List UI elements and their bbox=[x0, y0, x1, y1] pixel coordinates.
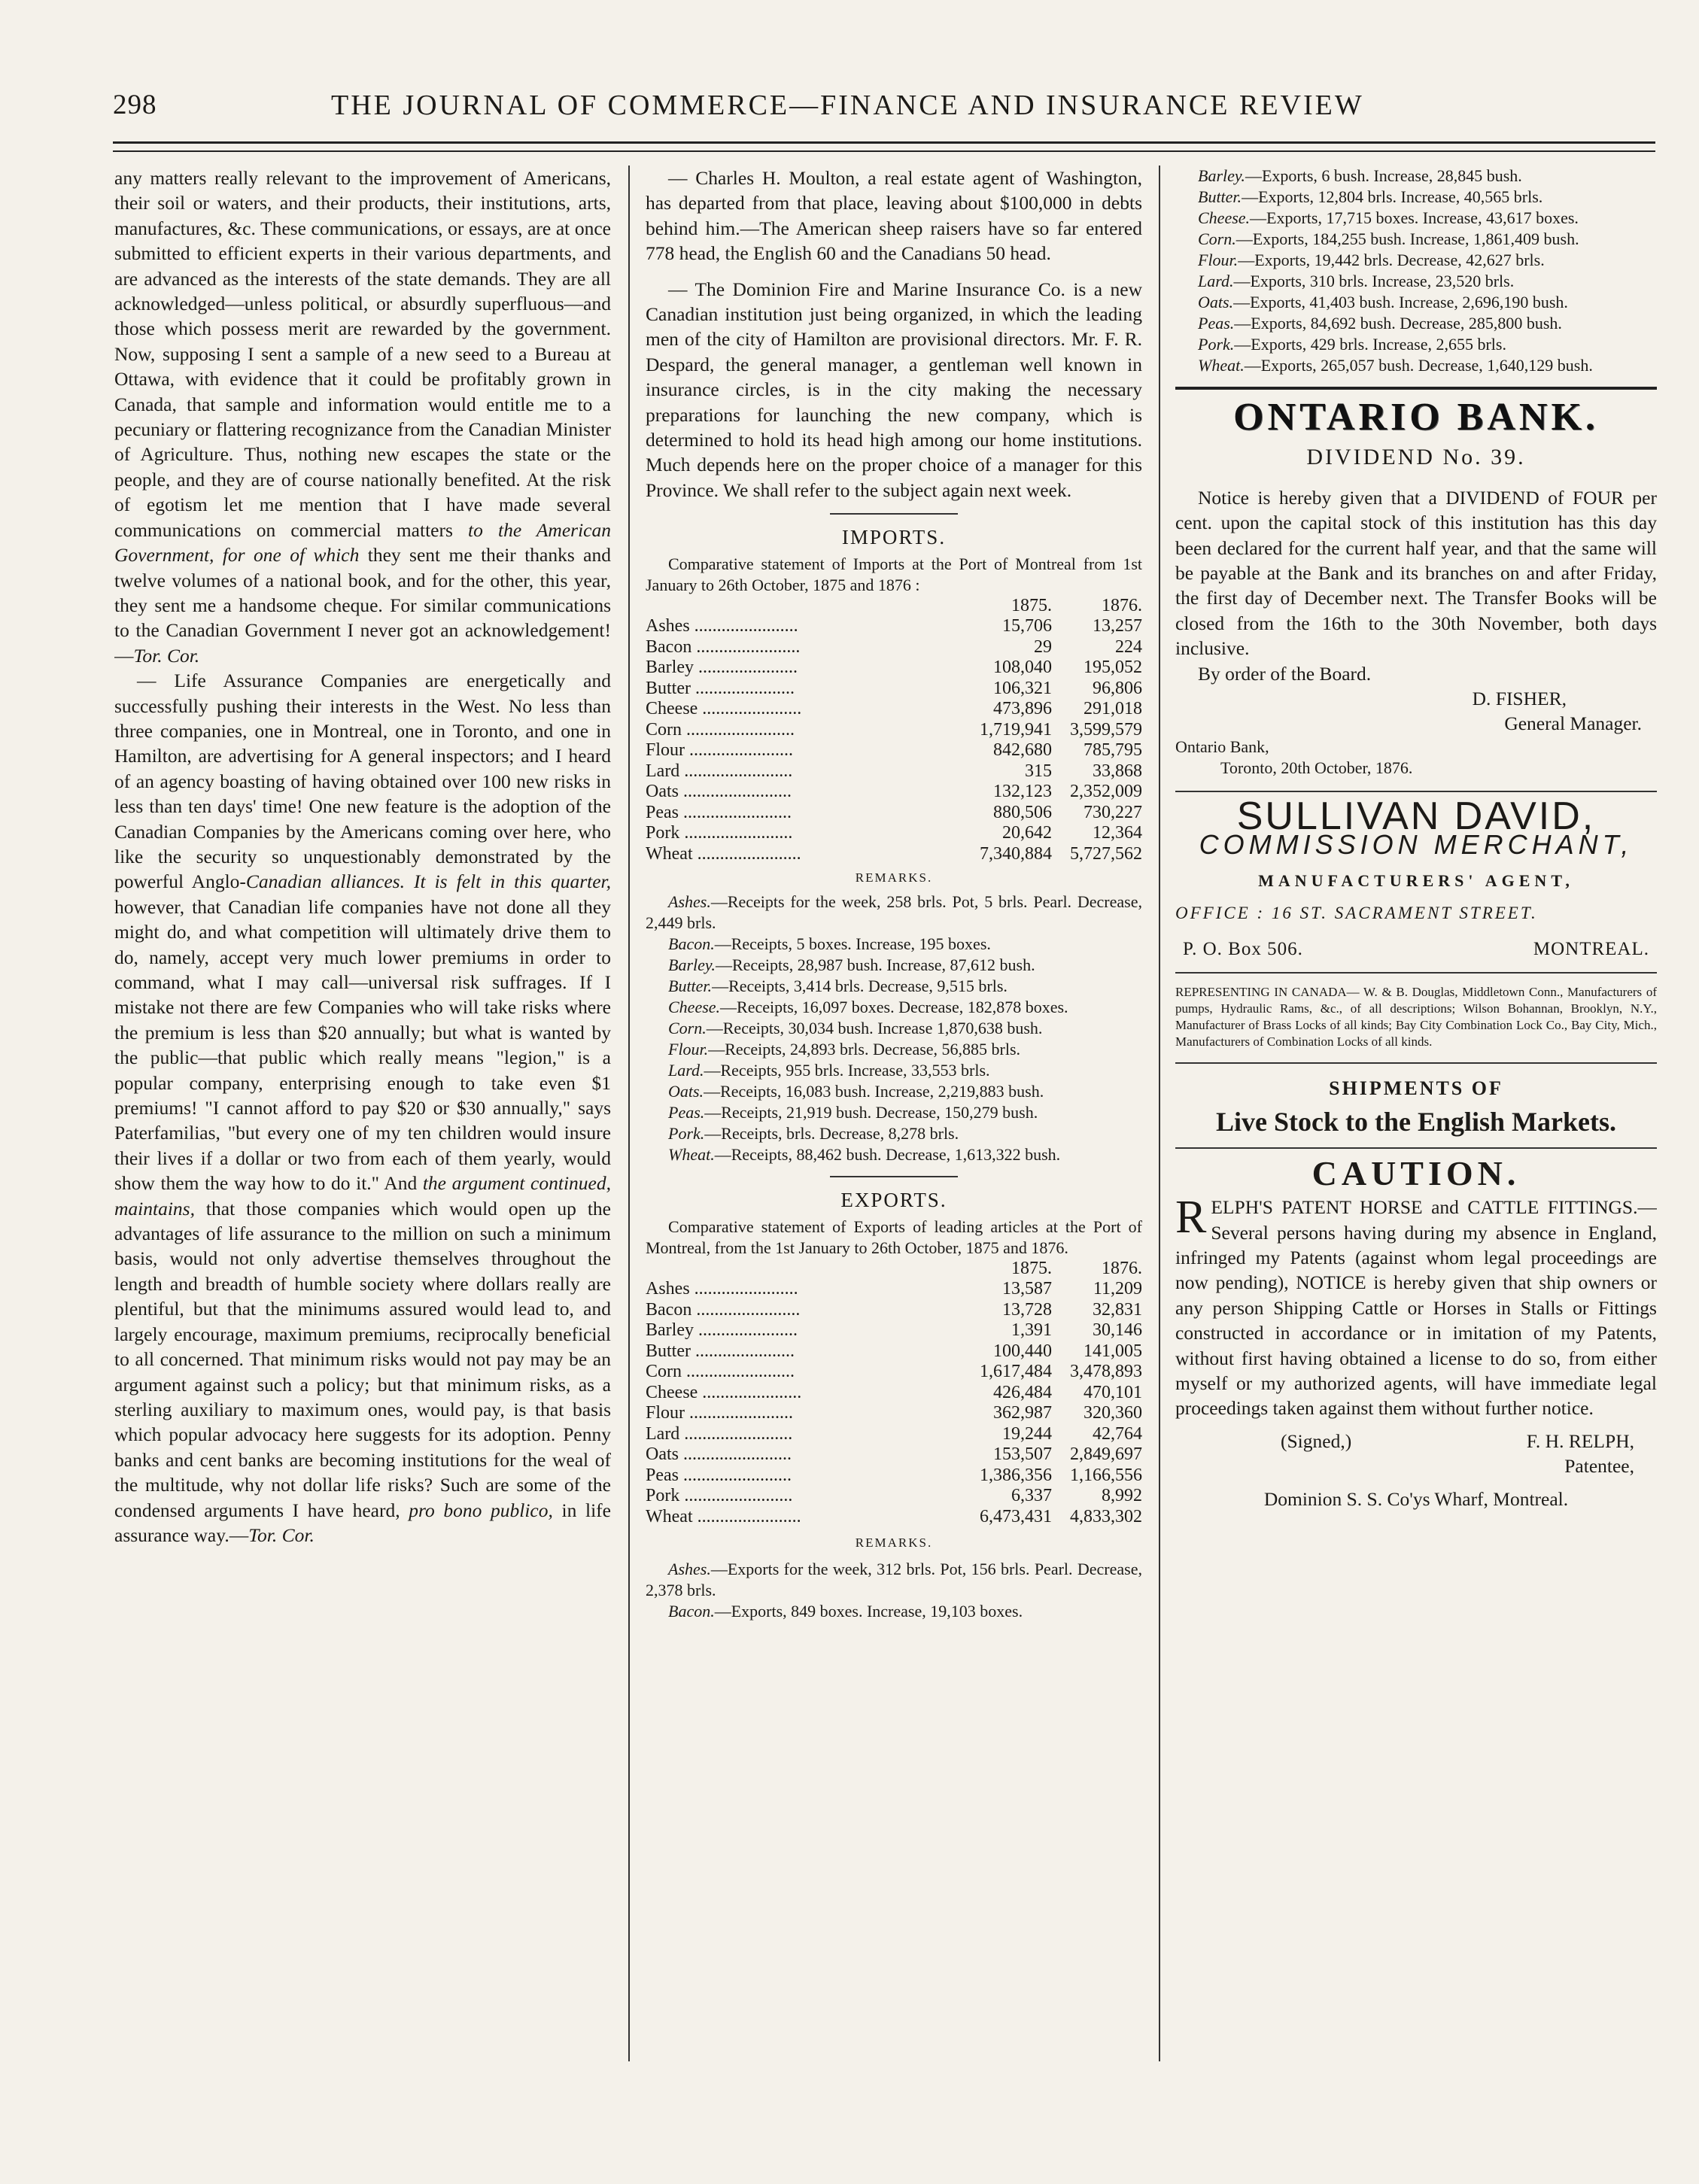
imports-remark-text: —Receipts, 16,083 bush. Increase, 2,219,883 bush. bbox=[704, 1082, 1044, 1101]
imports-remark bbox=[646, 976, 1142, 997]
imports-1876: 5,727,562 bbox=[1070, 843, 1142, 864]
imports-item: Barley ...................... bbox=[646, 658, 798, 678]
imports-1875: 20,642 bbox=[1002, 823, 1052, 843]
imports-remark-text: —Receipts, 955 brls. Increase, 33,553 brls. bbox=[704, 1061, 990, 1080]
exports-remark-label: Ashes. bbox=[668, 1559, 711, 1578]
imports-remark bbox=[646, 1102, 1142, 1123]
imports-remark-text: —Receipts, 3,414 brls. Decrease, 9,515 brls. bbox=[712, 977, 1008, 996]
dividend-heading: DIVIDEND No. 39. bbox=[1306, 445, 1526, 470]
imports-1876: 730,227 bbox=[1084, 802, 1142, 822]
exports-1876: 30,146 bbox=[1093, 1320, 1142, 1341]
exports-cont-remark bbox=[1175, 250, 1657, 271]
exports-cont-remark-text: —Exports, 19,442 brls. Decrease, 42,627 brls. bbox=[1238, 251, 1545, 269]
imports-remark-text: —Receipts, 30,034 bush. Increase 1,870,638 bush. bbox=[706, 1019, 1043, 1038]
imports-1876: 224 bbox=[1115, 636, 1142, 657]
exports-cont-remark-text: —Exports, 84,692 bush. Decrease, 285,800 bush. bbox=[1234, 314, 1562, 333]
exports-cont-remark-label: Peas. bbox=[1198, 314, 1235, 333]
page-number: 298 bbox=[113, 90, 157, 120]
exports-1876: 3,478,893 bbox=[1070, 1362, 1142, 1382]
imports-1875: 132,123 bbox=[993, 782, 1052, 802]
imports-remark-label: Corn. bbox=[668, 1019, 707, 1038]
imports-remark-text: —Receipts, 5 boxes. Increase, 195 boxes. bbox=[714, 934, 991, 954]
dividend-place: Ontario Bank, bbox=[1175, 737, 1269, 756]
exports-row bbox=[646, 1320, 1142, 1341]
exports-intro: Comparative statement of Exports of leading articles at the Port of Montreal, from the 1st January to 26th October, 1875 and 1876. bbox=[646, 1217, 1142, 1257]
exports-cont-remark bbox=[1175, 208, 1657, 229]
exports-remarks-title: REMARKS. bbox=[855, 1535, 933, 1551]
exports-1876: 32,831 bbox=[1093, 1299, 1142, 1320]
exports-1875: 6,337 bbox=[1011, 1486, 1052, 1506]
exports-cont-remark-text: —Exports, 6 bush. Increase, 28,845 bush. bbox=[1245, 166, 1522, 185]
imports-table bbox=[646, 596, 1142, 865]
exports-row bbox=[646, 1486, 1142, 1507]
exports-1876: 11,209 bbox=[1093, 1279, 1142, 1299]
news-moulton: — Charles H. Moulton, a real estate agent of Washington, has departed from that place, leaving about $100,000 in debts behind him.—The American sheep raisers have so far entered 778 head, the English 60 and the Canadians 50 head. bbox=[646, 167, 1142, 265]
exports-item: Oats ........................ bbox=[646, 1444, 792, 1465]
exports-cont-remark bbox=[1175, 187, 1657, 208]
exports-1875: 153,507 bbox=[993, 1444, 1052, 1465]
exports-item: Bacon ....................... bbox=[646, 1299, 801, 1320]
separator bbox=[1175, 1062, 1657, 1064]
exports-row bbox=[646, 1279, 1142, 1300]
exports-cont-remark-label: Cheese. bbox=[1198, 208, 1251, 227]
imports-item: Cheese ...................... bbox=[646, 699, 802, 719]
caution-dropcap: R bbox=[1175, 1192, 1207, 1244]
exports-cont-remark-label: Barley. bbox=[1198, 166, 1245, 185]
exports-cont-remark-label: Pork. bbox=[1198, 335, 1235, 354]
caution-signed: (Signed,) bbox=[1281, 1429, 1352, 1452]
imports-remark-label: Wheat. bbox=[668, 1145, 715, 1165]
exports-1875: 13,587 bbox=[1002, 1279, 1052, 1299]
exports-remark bbox=[646, 1559, 1142, 1601]
exports-cont-remark-text: —Exports, 17,715 boxes. Increase, 43,617 boxes. bbox=[1250, 208, 1579, 227]
exports-item: Cheese ...................... bbox=[646, 1382, 802, 1402]
exports-row bbox=[646, 1300, 1142, 1321]
imports-1875: 473,896 bbox=[993, 699, 1052, 719]
exports-cont-remark-label: Lard. bbox=[1198, 272, 1234, 290]
exports-row bbox=[646, 1341, 1142, 1362]
sullivan-city: MONTREAL. bbox=[1533, 938, 1649, 959]
imports-remark bbox=[646, 1060, 1142, 1081]
exports-cont-remark bbox=[1175, 166, 1657, 187]
exports-cont-remark-text: —Exports, 184,255 bush. Increase, 1,861,409 bush. bbox=[1235, 229, 1579, 248]
sullivan-representing: REPRESENTING IN CANADA— W. & B. Douglas, Middletown Conn., Manufacturers of pumps, Hydraulic Rams, &c., of all descriptions; Wilson Bohannan, Brooklyn, N.Y., Manufacturer of Brass Locks of all kinds; Bay City Combination Lock Co., Bay City, Mich., Manufacturers of Combination Locks of all kinds. bbox=[1175, 984, 1657, 1049]
exports-cont-remark bbox=[1175, 292, 1657, 313]
exports-row bbox=[646, 1444, 1142, 1466]
caution-signature-row bbox=[1175, 1429, 1657, 1453]
imports-1876: 33,868 bbox=[1093, 761, 1142, 781]
imports-1876: 96,806 bbox=[1093, 678, 1142, 698]
exports-remark-label: Bacon. bbox=[668, 1601, 715, 1621]
sullivan-agent: MANUFACTURERS' AGENT, bbox=[1258, 870, 1574, 890]
exports-cont-remark-text: —Exports, 429 brls. Increase, 2,655 brls. bbox=[1234, 335, 1506, 354]
imports-row bbox=[646, 740, 1142, 761]
shipments-subheading: Live Stock to the English Markets. bbox=[1215, 1107, 1616, 1138]
exports-row bbox=[646, 1507, 1142, 1528]
shipments-heading: SHIPMENTS OF bbox=[1329, 1077, 1503, 1099]
exports-1876: 2,849,697 bbox=[1070, 1444, 1142, 1465]
imports-item: Bacon ....................... bbox=[646, 636, 801, 657]
exports-item: Pork ........................ bbox=[646, 1486, 793, 1506]
imports-remark-label: Pork. bbox=[668, 1124, 705, 1144]
sullivan-office: OFFICE : 16 ST. SACRAMENT STREET. bbox=[1175, 904, 1538, 923]
imports-row bbox=[646, 823, 1142, 844]
exports-row bbox=[646, 1424, 1142, 1445]
imports-remark-label: Peas. bbox=[668, 1103, 705, 1122]
exports-item: Lard ........................ bbox=[646, 1423, 793, 1444]
ontario-bank-title: ONTARIO BANK. bbox=[1233, 396, 1599, 439]
imports-item: Butter ...................... bbox=[646, 678, 795, 698]
exports-1875: 19,244 bbox=[1002, 1423, 1052, 1444]
separator bbox=[1175, 972, 1657, 974]
imports-remark bbox=[646, 955, 1142, 976]
exports-cont-remark bbox=[1175, 271, 1657, 292]
exports-cont-remark bbox=[1175, 313, 1657, 334]
exports-header-row: 1875. 1876. bbox=[1011, 1258, 1142, 1278]
dividend-signer-title: General Manager. bbox=[1504, 712, 1642, 735]
imports-item: Peas ........................ bbox=[646, 802, 792, 822]
caution-title: CAUTION. bbox=[1311, 1153, 1521, 1192]
exports-cont-remark bbox=[1175, 229, 1657, 250]
imports-1876: 195,052 bbox=[1084, 658, 1142, 678]
exports-remark-text: —Exports for the week, 312 brls. Pot, 156 brls. Pearl. Decrease, 2,378 brls. bbox=[646, 1559, 1142, 1599]
imports-item: Pork ........................ bbox=[646, 823, 793, 843]
column-rule-1 bbox=[628, 166, 630, 2061]
imports-remark bbox=[646, 1039, 1142, 1060]
exports-cont-remark-text: —Exports, 310 brls. Increase, 23,520 brls. bbox=[1233, 272, 1515, 290]
imports-remark-text: —Receipts, brls. Decrease, 8,278 brls. bbox=[704, 1124, 959, 1144]
imports-remarks bbox=[646, 892, 1142, 1165]
separator bbox=[1175, 1147, 1657, 1149]
imports-1876: 13,257 bbox=[1093, 616, 1142, 636]
imports-remark-label: Barley. bbox=[668, 955, 716, 975]
exports-row bbox=[646, 1383, 1142, 1404]
exports-item: Butter ...................... bbox=[646, 1341, 795, 1361]
imports-1875: 880,506 bbox=[993, 802, 1052, 822]
imports-remark-text: —Receipts, 16,097 boxes. Decrease, 182,878 boxes. bbox=[720, 998, 1068, 1017]
separator bbox=[830, 1176, 958, 1177]
imports-remark bbox=[646, 1144, 1142, 1165]
imports-title: IMPORTS. bbox=[841, 526, 947, 549]
imports-row bbox=[646, 803, 1142, 824]
imports-remarks-title: REMARKS. bbox=[855, 870, 933, 885]
article-life-assurance: — Life Assurance Companies are energetically and successfully pushing their interests in the West. No less than three companies, one in Montreal, one in Toronto, and one in Hamilton, are advertising for A general inspectors; and I heard of an agency boasting of having obtained over 100 new risks in less than ten days' time! One new feature is the adoption of the Canadian Companies by the Americans coming over here, who like the security so unquestionably demonstrated by the powerful Anglo-Canadian alliances. It is felt in this quarter, however, that Canadian life companies have not done all they might do, and what competition will ultimately drive them to do, namely, accept very much lower premiums in order to command, what I may call—universal risk suffrages. If I mistake not there are few Companies who will take risks where the premium is less than $20 annually; but what is wanted by the public—that public which really means "legion," is a popular company, enterprising enough to take even $1 premiums! "I cannot afford to pay $20 or $30 annually," says Paterfamilias, "but every one of my ten children would insure their lives if a dollar or two from each of them yearly, would show them the way how to do it." And the argument continued, maintains, that those companies which would open up the advantages of life assurance to the million on such a minimum basis, would not only advertise themselves throughout the length and breadth of humble society where dollars really are plentiful, but that the minimums assured would lead to, and largely encourage, maximum premiums, reciprocally beneficial to all concerned. That minimum risks would not pay may be an argument against such a policy; but that minimum risks, as a sterling auxiliary to maximum ones, would pay, is that basis which popular advocacy here suggests for its adoption. Penny banks and cent banks are becoming institutions for the weal of the multitude, why not dollar life risks? Such are some of the condensed arguments I have heard, pro bono publico, in life assurance way.—Tor. Cor. bbox=[114, 670, 611, 1546]
imports-row bbox=[646, 637, 1142, 658]
exports-row bbox=[646, 1466, 1142, 1487]
imports-1875: 15,706 bbox=[1002, 616, 1052, 636]
imports-remark-label: Cheese. bbox=[668, 998, 721, 1017]
imports-remark-text: —Receipts, 24,893 brls. Decrease, 56,885 brls. bbox=[708, 1040, 1021, 1059]
sullivan-pobox-row bbox=[1175, 937, 1657, 961]
dividend-date: Toronto, 20th October, 1876. bbox=[1220, 758, 1413, 777]
page-header bbox=[113, 89, 1655, 134]
imports-1876: 3,599,579 bbox=[1070, 719, 1142, 740]
exports-item: Ashes ....................... bbox=[646, 1279, 798, 1299]
exports-1875: 6,473,431 bbox=[980, 1506, 1052, 1526]
imports-remark-text: —Receipts, 88,462 bush. Decrease, 1,613,322 bush. bbox=[714, 1145, 1061, 1165]
imports-row bbox=[646, 658, 1142, 679]
exports-1875: 1,391 bbox=[1011, 1320, 1052, 1341]
imports-row bbox=[646, 761, 1142, 782]
header-rule bbox=[113, 141, 1655, 152]
caution-address: Dominion S. S. Co'ys Wharf, Montreal. bbox=[1263, 1487, 1569, 1510]
exports-remark bbox=[646, 1601, 1142, 1622]
imports-remark-label: Oats. bbox=[668, 1082, 704, 1101]
imports-remark bbox=[646, 934, 1142, 955]
sullivan-name: SULLIVAN DAVID, bbox=[1236, 794, 1596, 838]
exports-item: Barley ...................... bbox=[646, 1320, 798, 1341]
exports-cont-remark-text: —Exports, 265,057 bush. Decrease, 1,640,129 bush. bbox=[1244, 356, 1593, 375]
exports-cont-remark bbox=[1175, 334, 1657, 355]
imports-remark bbox=[646, 892, 1142, 934]
separator bbox=[1175, 387, 1657, 390]
imports-1876: 785,795 bbox=[1084, 740, 1142, 761]
exports-remarks-continued bbox=[1175, 166, 1657, 376]
column-2 bbox=[646, 166, 1142, 2061]
imports-item: Ashes ....................... bbox=[646, 616, 798, 636]
exports-remark-text: —Exports, 849 boxes. Increase, 19,103 boxes. bbox=[714, 1601, 1023, 1621]
imports-item: Flour ....................... bbox=[646, 740, 794, 761]
exports-1875: 100,440 bbox=[993, 1341, 1052, 1361]
imports-1876: 291,018 bbox=[1084, 699, 1142, 719]
exports-cont-remark-label: Flour. bbox=[1198, 251, 1239, 269]
exports-cont-remark-label: Oats. bbox=[1198, 293, 1234, 311]
imports-1875: 29 bbox=[1034, 636, 1052, 657]
imports-header-row: 1875. 1876. bbox=[1011, 595, 1142, 615]
imports-1875: 7,340,884 bbox=[980, 843, 1052, 864]
exports-cont-remark-label: Wheat. bbox=[1198, 356, 1245, 375]
imports-remark-text: —Receipts for the week, 258 brls. Pot, 5 brls. Pearl. Decrease, 2,449 brls. bbox=[646, 892, 1142, 933]
caution-signer: F. H. RELPH, bbox=[1526, 1429, 1634, 1452]
exports-1876: 1,166,556 bbox=[1070, 1465, 1142, 1485]
exports-cont-remark-text: —Exports, 12,804 brls. Increase, 40,565 brls. bbox=[1242, 187, 1543, 206]
exports-item: Peas ........................ bbox=[646, 1465, 792, 1485]
exports-1876: 141,005 bbox=[1084, 1341, 1142, 1361]
imports-remark bbox=[646, 1081, 1142, 1102]
imports-remark-label: Bacon. bbox=[668, 934, 715, 954]
exports-cont-remark bbox=[1175, 355, 1657, 376]
imports-1875: 1,719,941 bbox=[980, 719, 1052, 740]
imports-remark bbox=[646, 1123, 1142, 1144]
exports-1876: 42,764 bbox=[1093, 1423, 1142, 1444]
running-title: THE JOURNAL OF COMMERCE—FINANCE AND INSURANCE REVIEW bbox=[331, 90, 1364, 121]
imports-intro: Comparative statement of Imports at the Port of Montreal from 1st January to 26th October, 1875 and 1876 : bbox=[646, 554, 1142, 594]
dividend-notice: Notice is hereby given that a DIVIDEND of FOUR per cent. upon the capital stock of this institution has this day been declared for the current half year, and that the same will be payable at the Bank and its branches on and after Friday, the first day of December next. The Transfer Books will be closed from the 16th to the 30th November, both days inclusive. bbox=[1175, 486, 1657, 660]
imports-row bbox=[646, 616, 1142, 637]
imports-1875: 106,321 bbox=[993, 678, 1052, 698]
exports-item: Corn ........................ bbox=[646, 1362, 795, 1382]
exports-1875: 1,386,356 bbox=[980, 1465, 1052, 1485]
imports-item: Lard ........................ bbox=[646, 761, 793, 781]
imports-item: Oats ........................ bbox=[646, 782, 792, 802]
column-3 bbox=[1175, 166, 1657, 2061]
imports-item: Corn ........................ bbox=[646, 719, 795, 740]
column-rule-2 bbox=[1159, 166, 1160, 2061]
separator bbox=[1175, 791, 1657, 792]
column-1 bbox=[114, 166, 611, 2061]
exports-item: Wheat ....................... bbox=[646, 1506, 801, 1526]
imports-row bbox=[646, 844, 1142, 865]
exports-1876: 4,833,302 bbox=[1070, 1506, 1142, 1526]
article-continued: any matters really relevant to the improvement of Americans, their soil or waters, and their products, their institutions, arts, manufactures, &c. These communications, or essays, are at once submitted to efficient experts in their various departments, and are advanced as the interests of the state demands. They are all acknowledged—unless political, or absurdly superfluous—and those which possess merit are rewarded by the government. Now, supposing I sent a sample of a new seed to a Bureau at Ottawa, with evidence that it could be profitably grown in Canada, that sample and information would entitle me to a pecuniary or flattering recognizance from the Canadian Minister of Agriculture. Thus, nothing new escapes the state or the people, and they are of course nationally benefited. At the risk of egotism let me mention that I have made several communications on commercial matters to the American Government, for one of which they sent me their thanks and twelve volumes of a national book, and for the other, this year, they sent me a handsome cheque. For similar communications to the Canadian Government I never got an acknowledgement!—Tor. Cor. bbox=[114, 167, 611, 667]
imports-row bbox=[646, 720, 1142, 741]
exports-remarks bbox=[646, 1559, 1142, 1622]
imports-1876: 2,352,009 bbox=[1070, 782, 1142, 802]
imports-row bbox=[646, 782, 1142, 803]
exports-1876: 8,992 bbox=[1102, 1486, 1142, 1506]
separator bbox=[830, 513, 958, 515]
imports-row bbox=[646, 699, 1142, 720]
exports-row bbox=[646, 1362, 1142, 1383]
exports-title: EXPORTS. bbox=[840, 1189, 947, 1212]
caution-signer-title: Patentee, bbox=[1564, 1455, 1634, 1478]
caution-notice: RELPH'S PATENT HORSE and CATTLE FITTINGS.—Several persons having during my absence in England, infringed my Patents (against whom legal proceedings are now pending), NOTICE is hereby given that ship owners or any person Shipping Cattle or Horses in Stalls or Fittings constructed in accordance or in imitation of my Patents, without first having obtained a license to do so, from either myself or my authorized agents, will have immediate legal proceedings taken against them without further notice. bbox=[1175, 1192, 1657, 1420]
imports-1875: 108,040 bbox=[993, 658, 1052, 678]
exports-1876: 470,101 bbox=[1084, 1382, 1142, 1402]
imports-remark-label: Ashes. bbox=[668, 892, 711, 912]
imports-remark-label: Flour. bbox=[668, 1040, 709, 1059]
exports-row bbox=[646, 1403, 1142, 1424]
imports-item: Wheat ....................... bbox=[646, 843, 801, 864]
exports-table bbox=[646, 1259, 1142, 1528]
exports-1875: 1,617,484 bbox=[980, 1362, 1052, 1382]
imports-remark-text: —Receipts, 21,919 bush. Decrease, 150,279 bush. bbox=[704, 1103, 1038, 1122]
exports-1875: 426,484 bbox=[993, 1382, 1052, 1402]
imports-remark-text: —Receipts, 28,987 bush. Increase, 87,612 bush. bbox=[715, 955, 1035, 975]
imports-remark bbox=[646, 1018, 1142, 1039]
imports-1875: 842,680 bbox=[993, 740, 1052, 761]
imports-1876: 12,364 bbox=[1093, 823, 1142, 843]
exports-cont-remark-label: Butter. bbox=[1198, 187, 1242, 206]
imports-remark-label: Lard. bbox=[668, 1061, 704, 1080]
exports-1876: 320,360 bbox=[1084, 1403, 1142, 1423]
exports-cont-remark-label: Corn. bbox=[1198, 229, 1236, 248]
imports-1875: 315 bbox=[1025, 761, 1052, 781]
exports-1875: 13,728 bbox=[1002, 1299, 1052, 1320]
dividend-order: By order of the Board. bbox=[1198, 662, 1372, 685]
exports-1875: 362,987 bbox=[993, 1403, 1052, 1423]
sullivan-title: COMMISSION MERCHANT, bbox=[1199, 829, 1634, 861]
exports-item: Flour ....................... bbox=[646, 1403, 794, 1423]
imports-remark-label: Butter. bbox=[668, 977, 713, 996]
sullivan-pobox: P. O. Box 506. bbox=[1183, 938, 1303, 959]
imports-remark bbox=[646, 997, 1142, 1018]
dividend-signer: D. FISHER, bbox=[1472, 688, 1567, 710]
news-dominion-fire: — The Dominion Fire and Marine Insurance Co. is a new Canadian institution just being organized, in which the leading men of the city of Hamilton are provisional directors. Mr. F. R. Despard, the general manager, a gentleman well known in insurance circles, is in the city making the necessary preparations for launching the new company, which is determined to hold its head high among our home institutions. Much depends here on the proper choice of a manager for this Province. We shall refer to the subject again next week. bbox=[646, 278, 1142, 501]
exports-cont-remark-text: —Exports, 41,403 bush. Increase, 2,696,190 bush. bbox=[1233, 293, 1568, 311]
imports-row bbox=[646, 679, 1142, 700]
